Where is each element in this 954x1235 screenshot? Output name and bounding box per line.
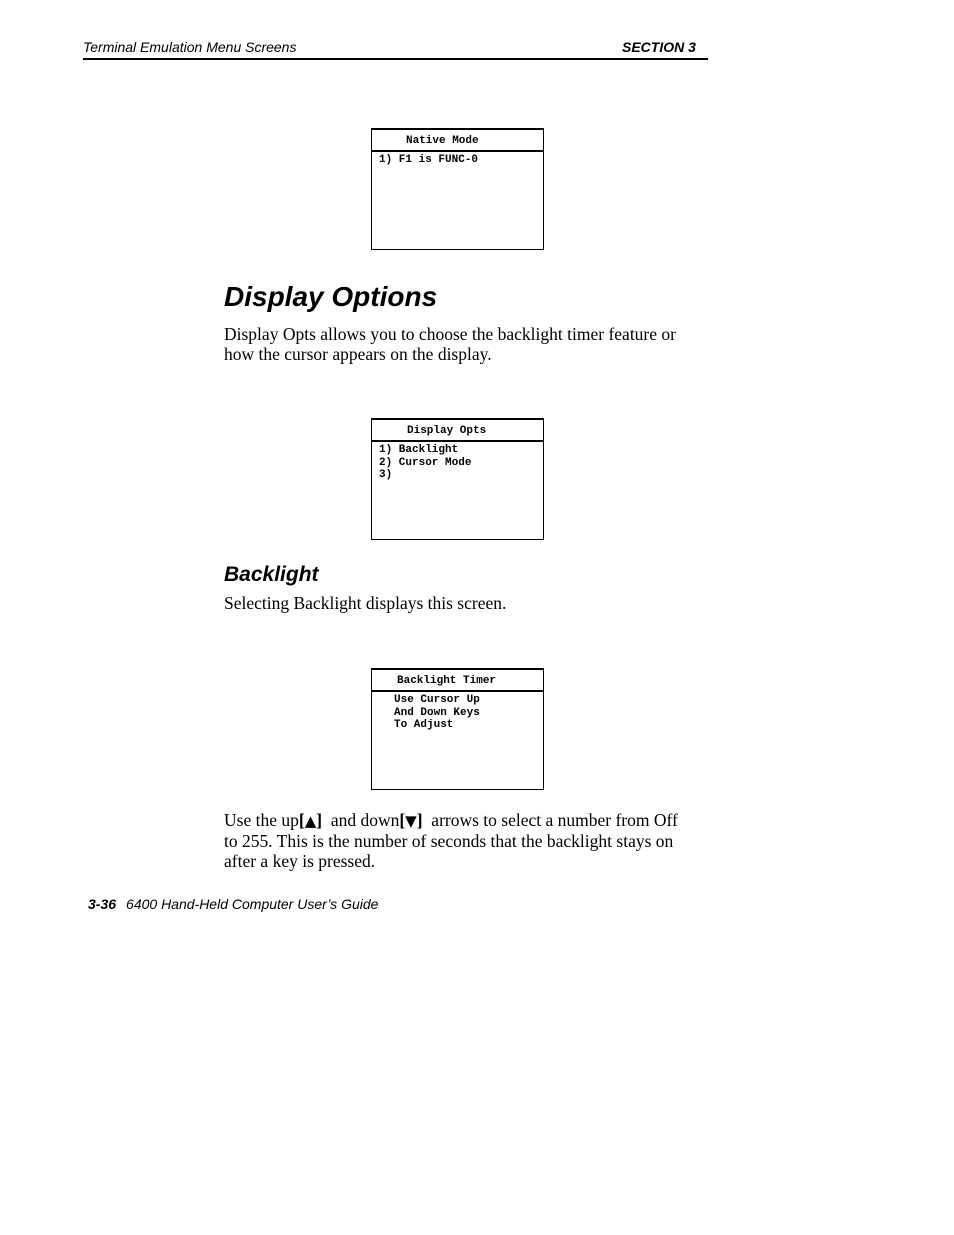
page-number: 3-36 — [88, 896, 117, 912]
screen-line: To Adjust — [394, 719, 454, 731]
close-bracket: ] — [416, 810, 423, 830]
chapter-title: Terminal Emulation Menu Screens — [83, 39, 297, 55]
native-mode-screen-body — [372, 152, 543, 167]
down-arrow-icon: ▼ — [405, 812, 417, 830]
display-opts-screen-body — [372, 442, 543, 482]
native-mode-screen-title: Native Mode — [372, 128, 543, 152]
open-bracket: [ — [399, 810, 406, 830]
book-title: 6400 Hand-Held Computer User’s Guide — [126, 896, 379, 912]
header-divider — [83, 58, 708, 60]
backlight-instructions — [224, 810, 684, 871]
instr-part3: arrows to select a number from Off to 255. This is the number of seconds that the backlight stays on after a key is pressed. — [224, 810, 678, 871]
screen-line: 2) Cursor Mode — [379, 456, 472, 469]
section-label: SECTION 3 — [622, 39, 696, 55]
display-opts-screen — [371, 418, 544, 540]
display-options-heading: Display Options — [224, 281, 438, 312]
backlight-heading: Backlight — [224, 563, 319, 586]
up-arrow-icon: ▲ — [304, 812, 317, 830]
screen-line: 3) — [379, 469, 393, 481]
screen-line: 1) F1 is FUNC-0 — [379, 154, 479, 166]
backlight-timer-screen-body — [372, 692, 543, 732]
instr-part1: Use the up — [224, 810, 299, 830]
screen-line: Use Cursor Up — [394, 694, 480, 706]
open-bracket: [ — [298, 810, 305, 830]
backlight-intro: Selecting Backlight displays this screen. — [224, 593, 507, 613]
running-footer — [88, 896, 378, 912]
close-bracket: ] — [316, 810, 323, 830]
display-options-intro: Display Opts allows you to choose the backlight timer feature or how the cursor appears on the display. — [224, 324, 676, 364]
backlight-timer-screen — [371, 668, 544, 790]
native-mode-screen — [371, 128, 544, 250]
instr-part2: and down — [330, 810, 400, 830]
display-opts-screen-title: Display Opts — [372, 418, 543, 442]
backlight-timer-screen-title: Backlight Timer — [372, 668, 543, 692]
screen-line: 1) Backlight — [379, 444, 459, 456]
screen-line: And Down Keys — [394, 706, 480, 719]
